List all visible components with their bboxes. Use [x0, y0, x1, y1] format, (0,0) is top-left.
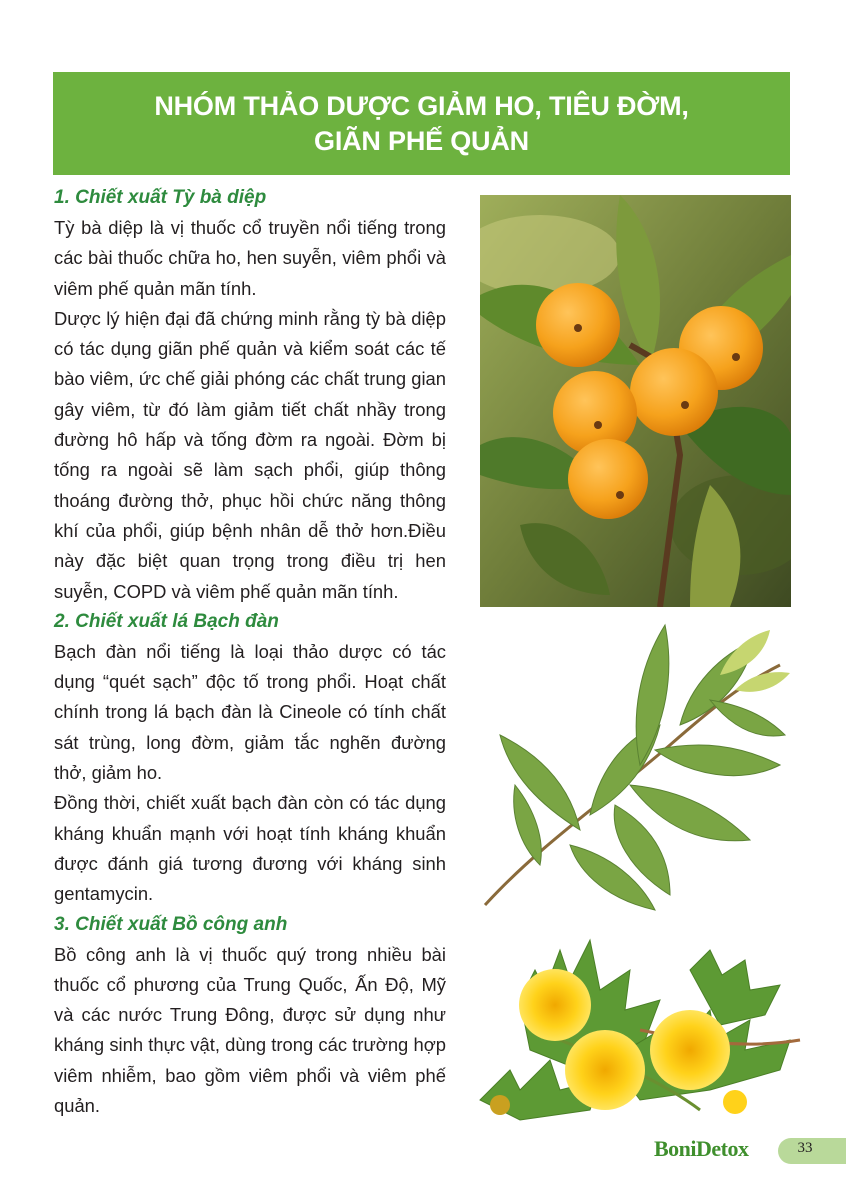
section-3-heading: 3. Chiết xuất Bồ công anh: [54, 913, 288, 935]
section-1-paragraph-1: Tỳ bà diệp là vị thuốc cổ truyền nổi tiếng trong các bài thuốc chữa ho, hen suyễn, viêm phổi và viêm phế quản mãn tính.: [54, 217, 446, 299]
section-2-paragraph-1: Bạch đàn nổi tiếng là loại thảo dược có tác dụng “quét sạch” độc tố trong phổi. Hoạt chất chính trong lá bạch đàn là Cineole có tính chất sát trùng, long đờm, giảm tắc nghẽn đường thở, giảm ho.: [54, 640, 446, 784]
section-1-paragraph-2: Dược lý hiện đại đã chứng minh rằng tỳ bà diệp có tác dụng giãn phế quản và kiểm soát các tế bào viêm, ức chế giải phóng các chất trung gian gây viêm, từ đó làm giảm tiết chất nhầy trong đường hô hấp và tống đờm ra ngoài. Đờm bị tống ra ngoài sẽ làm sạch phổi, giúp thông thoáng đường thở, phục hồi chức năng thông khí của phổi, giúp bệnh nhân dễ thở hơn.Điều này đặc biệt quan trọng trong điều trị hen suyễn, COPD và viêm phế quản mãn tính.: [54, 307, 446, 602]
title-line-2: GIÃN PHẾ QUẢN: [314, 125, 529, 156]
loquat-fruit-image: [480, 195, 791, 607]
dandelion-flower-image: [460, 930, 810, 1130]
section-3-paragraph-1: Bồ công anh là vị thuốc quý trong nhiều bài thuốc cổ phương của Trung Quốc, Ấn Độ, Mỹ và các nước Trung Đông, được sử dụng như kháng sinh thực vật, dùng trong các trường hợp viêm nhiễm, bao gồm viêm phổi và viêm phế quản.: [54, 943, 446, 1117]
article-body: [54, 183, 446, 1121]
title-line-1: NHÓM THẢO DƯỢC GIẢM HO, TIÊU ĐỜM,: [154, 90, 689, 121]
brand-logo: BoniDetox: [654, 1136, 749, 1161]
section-2-heading: 2. Chiết xuất lá Bạch đàn: [54, 610, 279, 632]
eucalyptus-branch-image: [480, 615, 795, 915]
page-number: 33: [797, 1140, 813, 1156]
section-2-paragraph-2: Đồng thời, chiết xuất bạch đàn còn có tác dụng kháng khuẩn mạnh với hoạt tính kháng khuẩn được đánh giá tương đương với kháng sinh gentamycin.: [54, 792, 446, 905]
title-banner: [53, 72, 790, 175]
section-1-heading: 1. Chiết xuất Tỳ bà diệp: [54, 187, 267, 208]
